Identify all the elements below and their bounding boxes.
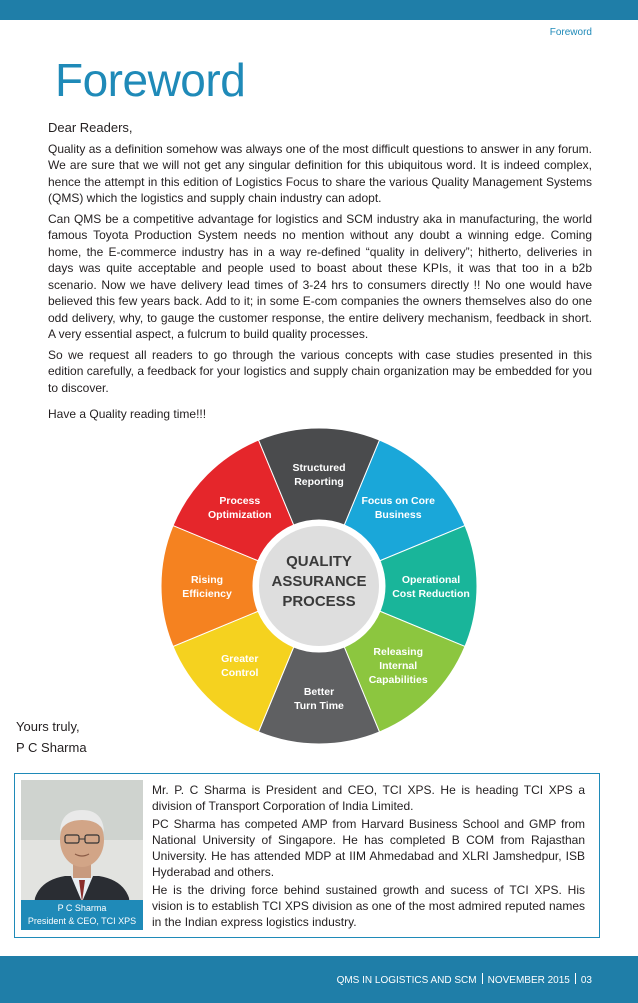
caption-name: P C Sharma	[57, 903, 107, 913]
center-line-2: ASSURANCE	[271, 573, 367, 590]
center-line-1: QUALITY	[286, 553, 352, 570]
bio-paragraph: PC Sharma has competed AMP from Harvard Business School and GMP from National University of Singapore. He has completed B COM from Rajasthan University. He has attended MDP at IIM Ahmedabad and XLRI Jamshedpur, ISB Hyderabad and others.	[152, 817, 585, 879]
wheel-segment-label: Greater	[221, 653, 259, 666]
bio-paragraph: Mr. P. C Sharma is President and CEO, TCI XPS. He is heading TCI XPS a division of Transport Corporation of India Limited.	[152, 783, 585, 813]
letter-paragraph: Quality as a definition somehow was always one of the most difficult questions to answer in any forum. We are sure that we will not get any singular definition for this ubiquitous word. It is indeed complex, hence the attempt in this edition of Logistics Focus to share the various Quality Management Systems (QMS) which the logistics and supply chain industry can adopt.	[48, 141, 592, 205]
bio-paragraph: He is the driving force behind sustained growth and sucess of TCI XPS. His vision is to establish TCI XPS division as one of the most admired reputed names in the Indian express logistics industry.	[152, 883, 585, 929]
issue-date: NOVEMBER 2015	[487, 975, 570, 986]
wheel-segment-label: Better	[303, 686, 335, 698]
wheel-segment-label: Turn Time	[294, 700, 344, 712]
wheel-segment-label: Structured	[292, 462, 346, 474]
top-banner	[0, 0, 638, 20]
footer-separator	[575, 973, 576, 984]
closing-line: Have a Quality reading time!!!	[48, 407, 207, 421]
section-label: Foreword	[549, 27, 592, 38]
footer-separator	[482, 973, 483, 984]
page-number: 03	[580, 975, 592, 986]
wheel-segment-label: Releasing	[373, 646, 424, 659]
author-photo	[21, 780, 143, 930]
page-title: Foreword	[55, 54, 246, 106]
salutation: Dear Readers,	[48, 120, 133, 135]
publication-name: QMS IN LOGISTICS AND SCM	[336, 975, 477, 986]
wheel-segment-label: Rising	[190, 574, 224, 586]
signature-name: P C Sharma	[16, 740, 87, 755]
center-line-3: PROCESS	[282, 593, 356, 610]
photo-caption	[21, 900, 143, 930]
wheel-segment-label: Control	[221, 667, 259, 680]
quality-assurance-wheel	[160, 427, 478, 745]
letter-paragraph: So we request all readers to go through the various concepts with case studies presented in this edition carefully, a feedback for your logistics and supply chain organization may be embedded for you to discover.	[48, 347, 592, 395]
letter-body	[48, 120, 592, 427]
wheel-segment-label: Reporting	[294, 476, 344, 488]
wheel-segment-label: Focus on Core	[361, 494, 435, 507]
bio-text	[152, 782, 585, 932]
signoff-block	[16, 716, 87, 758]
caption-title: President & CEO, TCI XPS	[27, 916, 137, 926]
wheel-segment-label: Optimization	[208, 508, 272, 521]
footer-bar	[0, 956, 638, 1003]
wheel-segment-label: Cost Reduction	[392, 588, 470, 600]
letter-paragraph: Can QMS be a competitive advantage for logistics and SCM industry aka in manufacturing, the world famous Toyota Production System needs no mention without any doubt a winning edge. Coming home, the E-commerce industry has in a way re-defined “quality in delivery”; hitherto, deliveries in days was quite acceptable and people used to boast about these KPIs, it was that too in a b2b scenario. Now we have delivery lead times of 3-24 hrs to consumers directly !! No one would have believed this few years back. Add to it; in some E-com companies the owners themselves also do one odd delivery, why, to gauge the customer response, the entire delivery mechanism, feedback in short. A very essential aspect, a fulcrum to build quality processes.	[48, 211, 592, 341]
signoff: Yours truly,	[16, 719, 80, 734]
wheel-segment-label: Internal	[379, 660, 418, 673]
wheel-segment-label: Efficiency	[182, 588, 232, 600]
wheel-segment-label: Capabilities	[368, 674, 428, 687]
footer-text	[337, 973, 592, 986]
wheel-segment-label: Process	[219, 494, 261, 507]
wheel-segment-label: Operational	[401, 574, 461, 586]
author-bio-box	[14, 773, 600, 938]
wheel-segment-label: Business	[374, 508, 422, 521]
